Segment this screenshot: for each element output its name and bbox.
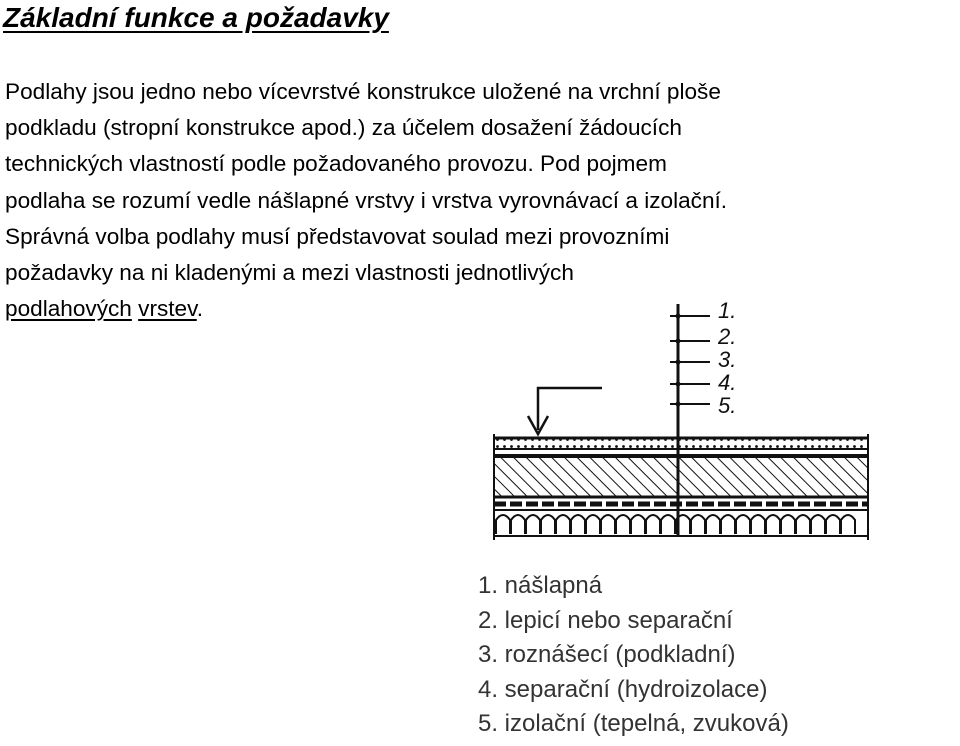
layer-marker-2: 2. (718, 324, 737, 349)
layer-marker-5: 5. (718, 393, 737, 418)
intro-paragraph (5, 74, 960, 327)
legend-item: 1. nášlapná (478, 572, 603, 599)
layer-distribution (494, 457, 868, 497)
tick-dot (676, 339, 681, 344)
paragraph-line: Správná volba podlahy musí představovat soulad mezi provozními (5, 223, 670, 249)
insulation-arch (826, 515, 840, 534)
paragraph-line: technických vlastností podle požadovaného provozu. Pod pojmem (5, 151, 667, 177)
insulation-arch (541, 515, 555, 534)
insulation-arch (706, 515, 720, 534)
insulation-arch (511, 515, 525, 534)
section-arrow (538, 388, 602, 430)
insulation-arch (781, 515, 795, 534)
underlined-word: vrstev (138, 296, 197, 322)
insulation-arch (796, 515, 810, 534)
insulation-arch (526, 515, 540, 534)
tick-dot (676, 314, 681, 319)
tick-dot (676, 360, 681, 365)
insulation-arch (631, 515, 645, 534)
paragraph-line: podlaha se rozumí vedle nášlapné vrstvy i vrstva vyrovnávací a izolační. (5, 187, 728, 213)
insulation-arch (841, 515, 855, 534)
insulation-arch (766, 515, 780, 534)
insulation-arch (661, 515, 675, 534)
underlined-word: podlahových (5, 296, 132, 322)
sentence-end: . (196, 296, 204, 322)
insulation-arch (646, 515, 660, 534)
paragraph-line: podkladu (stropní konstrukce apod.) za účelem dosažení žádoucích (5, 115, 682, 141)
insulation-arch (586, 515, 600, 534)
insulation-arch (496, 515, 510, 534)
layer-insulation (496, 515, 855, 534)
layer-walking (494, 439, 868, 448)
legend-item: 2. lepicí nebo separační (478, 606, 733, 634)
layer-legend (478, 569, 789, 742)
layer-marker-1: 1. (718, 298, 737, 323)
insulation-arch (556, 515, 570, 534)
layer-marker-3: 3. (718, 347, 737, 372)
tick-dot (676, 382, 681, 387)
insulation-arch (736, 515, 750, 534)
legend-item: 5. izolační (tepelná, zvuková) (478, 710, 789, 737)
floor-section-drawing (466, 296, 882, 566)
tick-dot (676, 402, 681, 407)
insulation-arch (721, 515, 735, 534)
page-title: Základní funkce a požadavky (3, 2, 389, 33)
insulation-arch (616, 515, 630, 534)
paragraph-line: požadavky na ni kladenými a mezi vlastnosti jednotlivých (5, 260, 574, 286)
insulation-arch (571, 515, 585, 534)
insulation-arch (601, 515, 615, 534)
insulation-arch (751, 515, 765, 534)
legend-item: 4. separační (hydroizolace) (478, 675, 768, 703)
insulation-arch (811, 515, 825, 534)
paragraph-line: Podlahy jsou jedno nebo vícevrstvé konstrukce uložené na vrchní ploše (5, 79, 721, 104)
insulation-arch (691, 515, 705, 534)
layer-marker-4: 4. (718, 370, 737, 395)
legend-item: 3. roznášecí (podkladní) (478, 641, 736, 668)
